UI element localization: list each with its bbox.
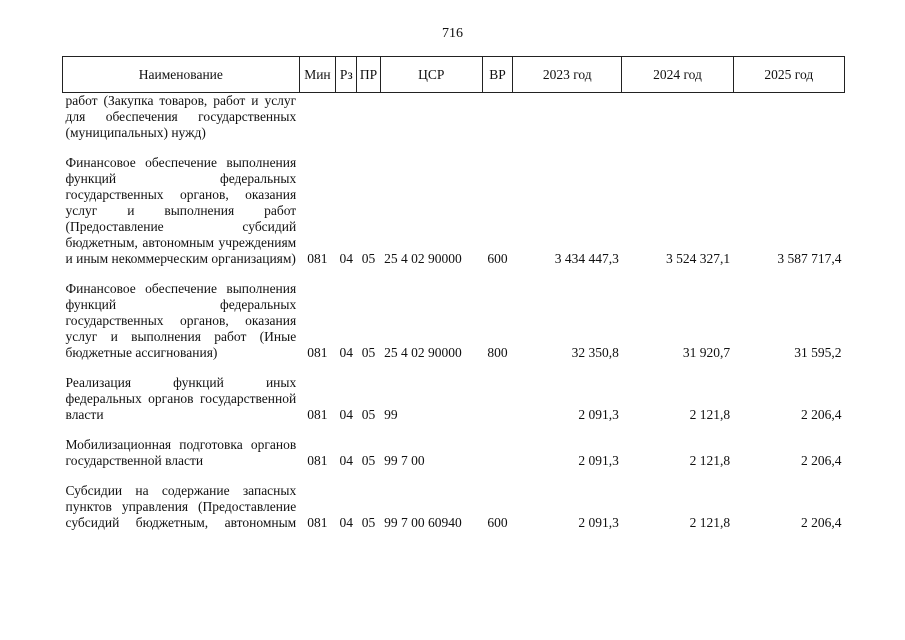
row-2023: 2 091,3 [578, 453, 619, 468]
table-row [63, 483, 845, 531]
row-name: Финансовое обеспечение выполнения функций федеральных государственных органов, оказания услуг и выполнения работ (Иные бюджетные ассигнования) [65, 281, 297, 360]
row-csr: 25 4 02 90000 [384, 251, 462, 266]
row-rz: 04 [339, 515, 353, 530]
header-vr: ВР [482, 57, 512, 93]
table-header [63, 57, 845, 93]
table-row [63, 93, 845, 156]
row-rz: 04 [339, 251, 353, 266]
row-csr: 25 4 02 90000 [384, 345, 462, 360]
table-row [63, 155, 845, 281]
row-min: 081 [307, 407, 328, 422]
row-vr: 600 [487, 251, 508, 266]
header-2025: 2025 год [733, 57, 844, 93]
row-2025 [733, 93, 844, 156]
row-2025: 2 206,4 [801, 453, 842, 468]
table-row [63, 437, 845, 483]
row-2023 [513, 93, 622, 156]
row-vr: 600 [487, 515, 508, 530]
header-2023: 2023 год [513, 57, 622, 93]
header-min: Мин [299, 57, 335, 93]
row-pr: 05 [361, 345, 376, 360]
row-min: 081 [307, 453, 328, 468]
row-2025: 31 595,2 [794, 345, 842, 360]
row-vr: 800 [487, 345, 508, 360]
row-2024: 2 121,8 [689, 515, 731, 530]
row-csr: 99 7 00 [384, 453, 425, 468]
row-min: 081 [307, 345, 328, 360]
header-name: Наименование [63, 57, 300, 93]
row-pr [357, 93, 380, 156]
row-min [299, 93, 335, 156]
header-csr: ЦСР [380, 57, 482, 93]
row-name: Субсидии на содержание запасных пунктов управления (Предоставление субсидий бюджетным, автономным [65, 483, 297, 530]
row-pr: 05 [361, 251, 376, 266]
row-name: Мобилизационная подготовка органов государственной власти [65, 437, 297, 468]
page-number: 716 [442, 26, 463, 41]
header-2024: 2024 год [622, 57, 733, 93]
row-pr: 05 [361, 515, 376, 530]
row-rz: 04 [339, 345, 353, 360]
row-2023: 32 350,8 [571, 345, 619, 360]
row-2024: 2 121,8 [689, 453, 731, 468]
row-rz: 04 [339, 407, 353, 422]
budget-table [62, 56, 845, 531]
row-2023: 3 434 447,3 [554, 251, 619, 266]
row-csr: 99 7 00 60940 [384, 515, 462, 530]
table-body [63, 93, 845, 532]
table-row [63, 281, 845, 375]
row-2025: 2 206,4 [801, 407, 842, 422]
row-name: работ (Закупка товаров, работ и услуг для обеспечения государственных (муниципальных) нужд) [65, 93, 297, 140]
row-vr [482, 93, 512, 156]
row-name: Финансовое обеспечение выполнения функций федеральных государственных органов, оказания услуг и выполнения работ (Предоставление субсидий бюджетным, автономным учреждениям и иным некоммерческим организациям) [65, 155, 297, 266]
row-2024: 31 920,7 [682, 345, 731, 360]
row-rz: 04 [339, 453, 353, 468]
row-2024: 3 524 327,1 [666, 251, 731, 266]
table-row [63, 375, 845, 437]
header-rz: Рз [336, 57, 357, 93]
row-2025: 3 587 717,4 [777, 251, 842, 266]
row-2024 [622, 93, 733, 156]
row-vr [482, 375, 512, 437]
row-2024: 2 121,8 [689, 407, 731, 422]
row-min: 081 [307, 515, 328, 530]
row-pr: 05 [361, 453, 376, 468]
header-pr: ПР [357, 57, 380, 93]
row-name: Реализация функций иных федеральных органов государственной власти [65, 375, 297, 422]
row-2023: 2 091,3 [578, 407, 619, 422]
row-min: 081 [307, 251, 328, 266]
row-rz [336, 93, 357, 156]
row-csr [380, 93, 482, 156]
row-2023: 2 091,3 [578, 515, 619, 530]
row-pr: 05 [361, 407, 376, 422]
row-csr: 99 [384, 407, 398, 422]
row-vr [482, 437, 512, 483]
row-2025: 2 206,4 [801, 515, 842, 530]
